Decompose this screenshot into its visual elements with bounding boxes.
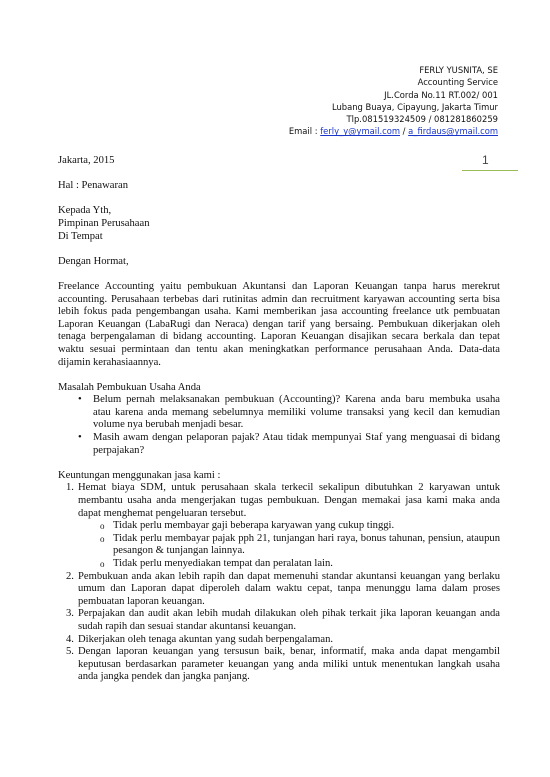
email-link-1[interactable]: ferly_y@ymail.com xyxy=(320,126,400,137)
list-item xyxy=(58,571,500,609)
sub-list xyxy=(78,520,500,570)
recipient-block xyxy=(58,205,500,243)
recipient-line: Pimpinan Perusahaan xyxy=(58,217,150,229)
letterhead xyxy=(289,64,498,138)
greeting: Dengan Hormat, xyxy=(58,255,129,267)
circle-bullet-icon: o xyxy=(100,533,105,544)
sender-address-line-2: Lubang Buaya, Cipayung, Jakarta Timur xyxy=(331,101,498,112)
list-number: 2. xyxy=(66,570,74,582)
list-item-text: Hemat biaya SDM, untuk perusahaan skala terkecil sekalipun dibutuhkan 2 karyawan untuk membantu usaha anda mengerjakan tugas pembukuan. Dengan memakai jasa kami maka anda dapat menghemat pengeluaran tersebut. xyxy=(78,482,500,519)
problems-list xyxy=(58,394,500,457)
circle-bullet-icon: o xyxy=(100,521,105,532)
problems-heading: Masalah Pembukuan Usaha Anda xyxy=(58,381,201,393)
email-link-2[interactable]: a_firdaus@ymail.com xyxy=(408,126,498,137)
letter-date: Jakarta, 2015 xyxy=(58,155,115,166)
list-number: 5. xyxy=(66,646,74,658)
sub-list-item-text: Tidak perlu menyediakan tempat dan peralatan lain. xyxy=(113,558,333,569)
sub-list-item xyxy=(78,533,500,558)
list-number: 4. xyxy=(66,633,74,645)
recipient-line: Di Tempat xyxy=(58,230,103,242)
list-item-text: Belum pernah melaksanakan pembukuan (Accounting)? Karena anda baru membuka usaha atau karena anda memang sebelumnya memiliki volume transaksi yang kecil dan kemudian volume nya berubah menjadi besar. xyxy=(93,394,500,431)
sender-name: FERLY YUSNITA, SE xyxy=(419,65,498,75)
sub-list-item-text: Tidak perlu membayar pajak pph 21, tunjangan hari raya, bonus tahunan, pensiun, ataupun pesangon & tunjangan lainnya. xyxy=(113,532,500,557)
email-label: Email : xyxy=(288,126,321,137)
sender-address-line-1: JL.Corda No.11 RT.002/ 001 xyxy=(384,89,498,100)
sender-email-line xyxy=(289,125,498,137)
benefits-list xyxy=(58,482,500,684)
list-number: 3. xyxy=(66,608,74,620)
list-item-text: Pembukuan anda akan lebih rapih dan dapat memenuhi standar akuntansi keuangan yang berlaku umum dan Laporan dapat diperoleh dalam waktu cepat, tanpa menunggu lama dalam proses pembuatan laporan keuangan. xyxy=(78,570,500,607)
sender-title: Accounting Service xyxy=(417,77,498,88)
list-item xyxy=(58,634,500,647)
list-item xyxy=(58,432,500,457)
list-item-text: Dikerjakan oleh tenaga akuntan yang sudah berpengalaman. xyxy=(78,633,334,645)
list-item-text: Perpajakan dan audit akan lebih mudah dilakukan oleh pihak terkait jika laporan keuangan anda sudah rapih dan sesuai standar akuntansi keuangan. xyxy=(78,608,500,632)
letter-subject: Hal : Penawaran xyxy=(58,180,129,192)
circle-bullet-icon: o xyxy=(100,559,105,569)
bullet-icon: • xyxy=(78,432,82,444)
benefits-heading: Keuntungan menggunakan jasa kami : xyxy=(58,469,221,481)
list-item xyxy=(58,482,500,570)
sub-list-item xyxy=(78,520,500,533)
list-item xyxy=(58,646,500,684)
letter-body xyxy=(58,155,500,684)
recipient-line: Kepada Yth, xyxy=(58,205,112,217)
list-item-text: Dengan laporan keuangan yang tersusun baik, benar, informatif, maka anda dapat mengambil keputusan berdasarkan parameter keuangan yang anda miliki untuk menentukan langkah usaha anda jangka pendek dan jangka panjang. xyxy=(78,646,500,683)
email-separator: / xyxy=(400,126,409,137)
sub-list-item-text: Tidak perlu membayar gaji beberapa karyawan yang cukup tinggi. xyxy=(113,520,395,532)
intro-paragraph: Freelance Accounting yaitu pembukuan Akuntansi dan Laporan Keuangan tanpa harus merekrut accounting. Perusahaan terbebas dari rutinitas admin dan recruitment karyawan accounting serta bisa lebih fokus pada pengembangan usaha. Kami memberikan jasa accounting freelance utk pembuatan Laporan Keuangan (LabaRugi dan Neraca) dengan tarif yang bersaing. Pembukuan dikerjakan oleh tenaga berpengalaman di bidang accounting. Laporan Keuangan disajikan secara berkala dan tepat waktu sesuai permintaan dan tentu akan meningkatkan performance perusahaan Anda. Data-data dijamin kerahasiaannya. xyxy=(58,280,500,368)
list-item-text: Masih awam dengan pelaporan pajak? Atau tidak mempunyai Staf yang menguasai di bidang perpajakan? xyxy=(93,432,500,456)
sub-list-item xyxy=(78,558,500,571)
list-item xyxy=(58,394,500,432)
list-number: 1. xyxy=(66,482,74,494)
sender-phone: Tlp.081519324509 / 081281860259 xyxy=(346,114,498,125)
list-item xyxy=(58,608,500,633)
bullet-icon: • xyxy=(78,394,82,406)
page-number: 1 xyxy=(482,153,489,167)
